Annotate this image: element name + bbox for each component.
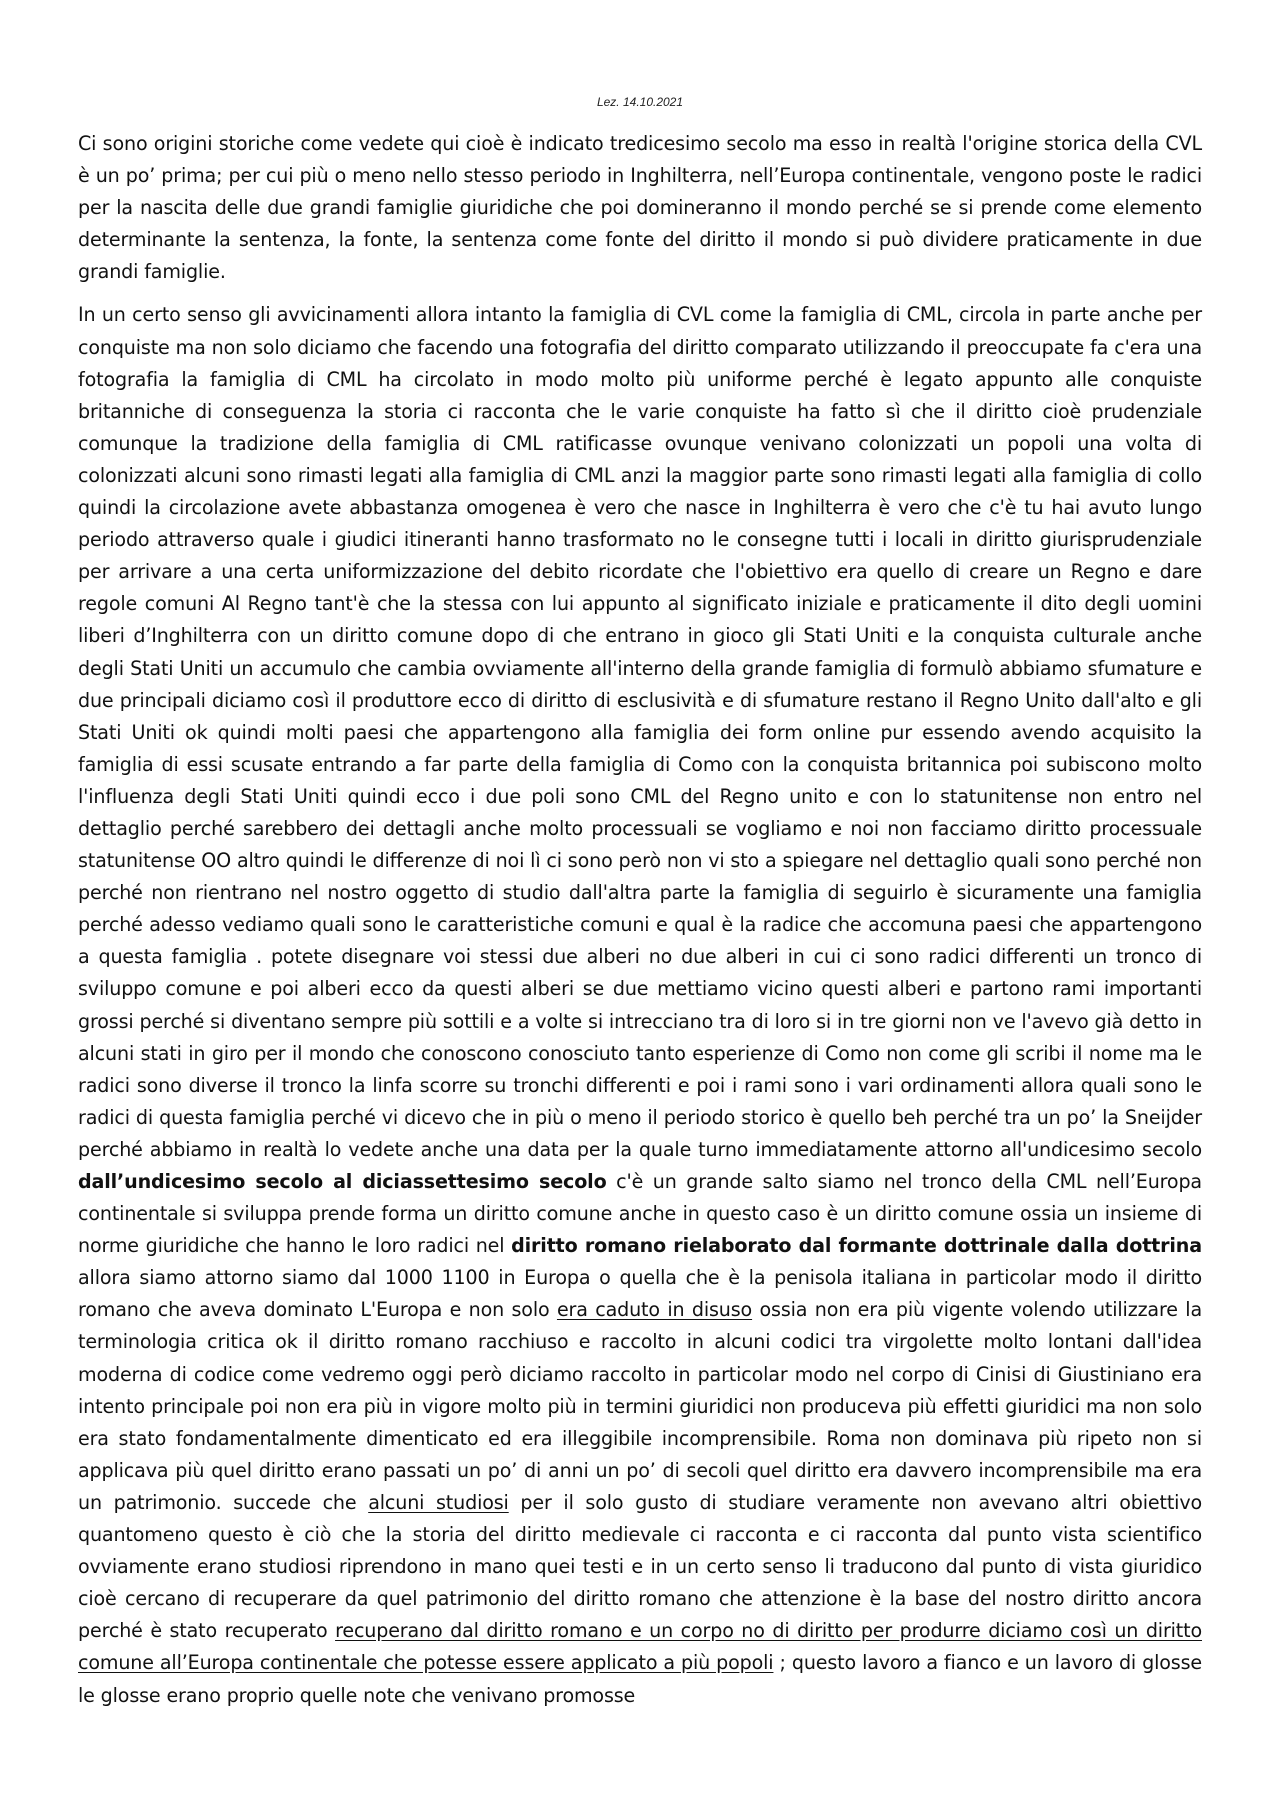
paragraph-2-segment-3: allora siamo attorno siamo dal 1000 1100 in Europa o quella che è la penisola italiana in particolar modo il diritto romano che aveva dominato L'Europa e non solo: [78, 1266, 1202, 1322]
bold-phrase-roman-law: diritto romano rielaborato dal formante dottrinale dalla dottrina: [511, 1234, 1202, 1258]
paragraph-2: [78, 299, 1202, 1711]
underlined-phrase-disuse: era caduto in disuso: [556, 1298, 753, 1322]
underlined-phrase-scholars: alcuni studiosi: [368, 1490, 509, 1514]
lecture-date-header: Lez. 14.10.2021: [596, 95, 684, 109]
paragraph-2-segment-2: c'è un grande salto siamo nel tronco della CML nell’Europa continentale si sviluppa prende forma un diritto comune anche in questo caso è un diritto comune ossia un insieme di norme giuridiche che hanno le loro radici nel: [78, 1170, 1202, 1258]
paragraph-2-segment-6: ; questo lavoro a fianco e un lavoro di glosse le glosse erano proprio quelle note che venivano promosse: [78, 1651, 1202, 1707]
bold-phrase-centuries: dall’undicesimo secolo al diciassettesimo secolo: [78, 1170, 607, 1193]
paragraph-2-segment-1: In un certo senso gli avvicinamenti allora intanto la famiglia di CVL come la famiglia di CML, circola in parte anche per conquiste ma non solo diciamo che facendo una fotografia del diritto comparato utilizzando il preoccupate fa c'era una fotografia la famiglia di CML ha circolato in modo molto più uniforme perché è legato appunto alle conquiste britanniche di conseguenza la storia ci racconta che le varie conquiste ha fatto sì che il diritto cioè prudenziale comunque la tradizione della famiglia di CML ratificasse ovunque venivano colonizzati un popoli una volta di colonizzati alcuni sono rimasti legati alla famiglia di CML anzi la maggior parte sono rimasti legati alla famiglia di collo quindi la circolazione avete abbastanza omogenea è vero che nasce in Inghilterra è vero che c'è tu hai avuto lungo periodo attraverso quale i giudici itineranti hanno trasformato no le consegne tutti i locali in diritto giurisprudenziale per arrivare a una certa uniformizzazione del debito ricordate che l'obiettivo era quello di creare un Regno e dare regole comuni Al Regno tant'è che la stessa con lui appunto al significato iniziale e praticamente il dito degli uomini liberi d’Inghilterra con un diritto comune dopo di che entrano in gioco gli Stati Uniti e la conquista culturale anche degli Stati Uniti un accumulo che cambia ovviamente all'interno della grande famiglia di formulò abbiamo sfumature e due principali diciamo così il produttore ecco di diritto di esclusività e di sfumature restano il Regno Unito dall'alto e gli Stati Uniti ok quindi molti paesi che appartengono alla famiglia dei form online pur essendo avendo acquisito la famiglia di essi scusate entrando a far parte della famiglia di Como con la conquista britannica poi subiscono molto l'influenza degli Stati Uniti quindi ecco i due poli sono CML del Regno unito e con lo statunitense non entro nel dettaglio perché sarebbero dei dettagli anche molto processuali se vogliamo e noi non facciamo diritto processuale statunitense OO altro quindi le differenze di noi lì ci sono però non vi sto a spiegare nel dettaglio quali sono perché non perché non rientrano nel nostro oggetto di studio dall'altra parte la famiglia di seguirlo è sicuramente una famiglia perché adesso vediamo quali sono le caratteristiche comuni e qual è la radice che accomuna paesi che appartengono a questa famiglia . potete disegnare voi stessi due alberi no due alberi in cui ci sono radici differenti un tronco di sviluppo comune e poi alberi ecco da questi alberi se due mettiamo vicino questi alberi e partono rami importanti grossi perché si diventano sempre più sottili e a volte si intrecciano tra di loro si in tre giorni non ve l'avevo già detto in alcuni stati in giro per il mondo che conoscono conosciuto tanto esperienze di Como non come gli scribi il nome ma le radici sono diverse il tronco la linfa scorre su tronchi differenti e poi i rami sono i vari ordinamenti allora quali sono le radici di questa famiglia perché vi dicevo che in più o meno il periodo storico è quello beh perché tra un po’ la Sneijder perché abbiamo in realtà lo vedete anche una data per la quale turno immediatamente attorno all'undicesimo secolo: [78, 303, 1202, 1161]
underlined-phrase-common-law: recuperano dal diritto romano e un corpo no di diritto per produrre diciamo così un diritto comune all’Europa continentale che potesse essere applicato a più popoli: [78, 1619, 1202, 1675]
paragraph-2-segment-4: ossia non era più vigente volendo utilizzare la terminologia critica ok il diritto romano racchiuso e raccolto in alcuni codici tra virgolette molto lontani dall'idea moderna di codice come vedremo oggi però diciamo raccolto in particolar modo nel corpo di Cinisi di Giustiniano era intento principale poi non era più in vigore molto più in termini giuridici non produceva più effetti giuridici ma non solo era stato fondamentalmente dimenticato ed era illeggibile incomprensibile. Roma non dominava più ripeto non si applicava più quel diritto erano passati un po’ di anni un po’ di secoli quel diritto era davvero incomprensibile ma era un patrimonio. succede che: [78, 1298, 1203, 1514]
document-body: [78, 128, 1202, 1712]
paragraph-1: Ci sono origini storiche come vedete qui cioè è indicato tredicesimo secolo ma esso in realtà l'origine storica della CVL è un po’ prima; per cui più o meno nello stesso periodo in Inghilterra, nell’Europa continentale, vengono poste le radici per la nascita delle due grandi famiglie giuridiche che poi domineranno il mondo perché se si prende come elemento determinante la sentenza, la fonte, la sentenza come fonte del diritto il mondo si può dividere praticamente in due grandi famiglie.: [78, 132, 1202, 284]
paragraph-2-segment-5: per il solo gusto di studiare veramente non avevano altri obiettivo quantomeno questo è ciò che la storia del diritto medievale ci racconta e ci racconta dal punto vista scientifico ovviamente erano studiosi riprendono in mano quei testi e in un certo senso li traducono dal punto di vista giuridico cioè cercano di recuperare da quel patrimonio del diritto romano che attenzione è la base del nostro diritto ancora perché è stato recuperato: [78, 1490, 1203, 1643]
